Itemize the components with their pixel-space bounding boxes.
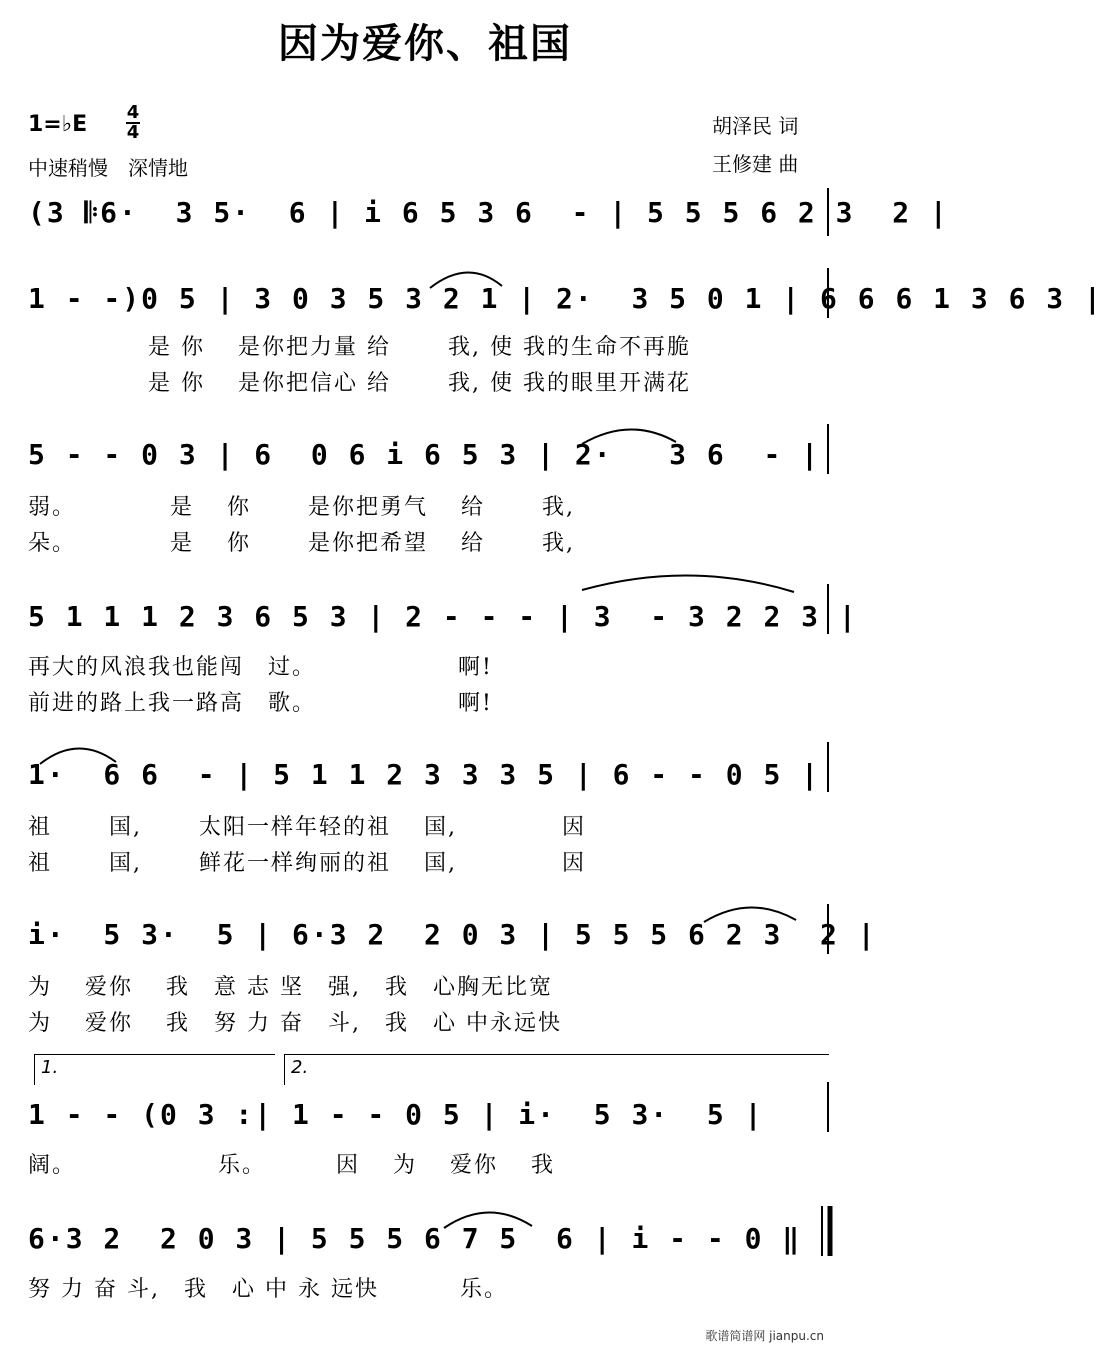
notes-line: 1 - - (0 3 :| 1 - - 0 5 | i· 5 3· 5 | [28, 1098, 764, 1131]
lyric-line: 努 力 奋 斗, 我 心 中 永 远快 乐。 [28, 1277, 508, 1302]
lyric-verse-1: 为 爱你 我 意 志 坚 强, 我 心胸无比宽 [28, 975, 553, 1000]
lyric-verse-1: 祖 国, 太阳一样年轻的祖 国, 因 [28, 815, 586, 840]
notes-line: 5 1 1 1 2 3 6 5 3 | 2 - - - | 3 - 3 2 2 3 | [28, 600, 858, 633]
lyric-verse-2: 祖 国, 鲜花一样绚丽的祖 国, 因 [28, 851, 586, 876]
notes-line: 1 - -)0 5 | 3 0 3 5 3 2 1 | 2· 3 5 0 1 | 6 6 6 1 3 6 3 | [28, 282, 1103, 315]
slur [582, 575, 794, 592]
notes-line: (3 𝄆6· 3 5· 6 | i 6 5 3 6 - | 5 5 5 6 2 3 2 | [28, 196, 949, 229]
second-ending-label: 2. [291, 1057, 309, 1078]
notes-line: 1· 6 6 - | 5 1 1 2 3 3 3 5 | 6 - - 0 5 | [28, 758, 821, 791]
time-signature-top: 4 [126, 102, 140, 123]
song-title: 因为爱你、祖国 [278, 21, 572, 67]
slur [704, 907, 796, 922]
tempo-marking: 中速稍慢 深情地 [28, 156, 188, 180]
lyric-verse-2: 朵。 是 你 是你把希望 给 我, [28, 531, 575, 556]
time-signature-bottom: 4 [126, 122, 140, 143]
notes-line: 5 - - 0 3 | 6 0 6 i 6 5 3 | 2· 3 6 - | [28, 438, 821, 471]
lyric-verse-2: 前进的路上我一路高 歌。 啊! [28, 691, 493, 716]
first-ending-label: 1. [41, 1057, 59, 1078]
slur [430, 272, 502, 288]
lyric-verse-2: 为 爱你 我 努 力 奋 斗, 我 心 中永远快 [28, 1011, 562, 1036]
lyric-verse-1: 弱。 是 你 是你把勇气 给 我, [28, 495, 575, 520]
composer-credit: 王修建 曲 [712, 152, 799, 176]
notes-line: i· 5 3· 5 | 6·3 2 2 0 3 | 5 5 5 6 2 3 2 | [28, 918, 877, 951]
lyric-verse-1: 再大的风浪我也能闯 过。 啊! [28, 655, 493, 680]
lyric-verse-1: 是 你 是你把力量 给 我, 使 我的生命不再脆 [28, 335, 691, 360]
slur [444, 1212, 532, 1228]
site-watermark: 歌谱简谱网 jianpu.cn [705, 1329, 824, 1343]
slur [582, 429, 676, 444]
lyric-verse-2: 是 你 是你把信心 给 我, 使 我的眼里开满花 [28, 371, 691, 396]
lyric-line: 阔。 乐。 因 为 爱你 我 [28, 1153, 555, 1178]
slur [40, 748, 116, 764]
key-signature: 1=♭E [28, 112, 88, 137]
notes-line: 6·3 2 2 0 3 | 5 5 5 6 7 5 6 | i - - 0 ‖ [28, 1222, 802, 1255]
lyricist-credit: 胡泽民 词 [712, 114, 799, 138]
